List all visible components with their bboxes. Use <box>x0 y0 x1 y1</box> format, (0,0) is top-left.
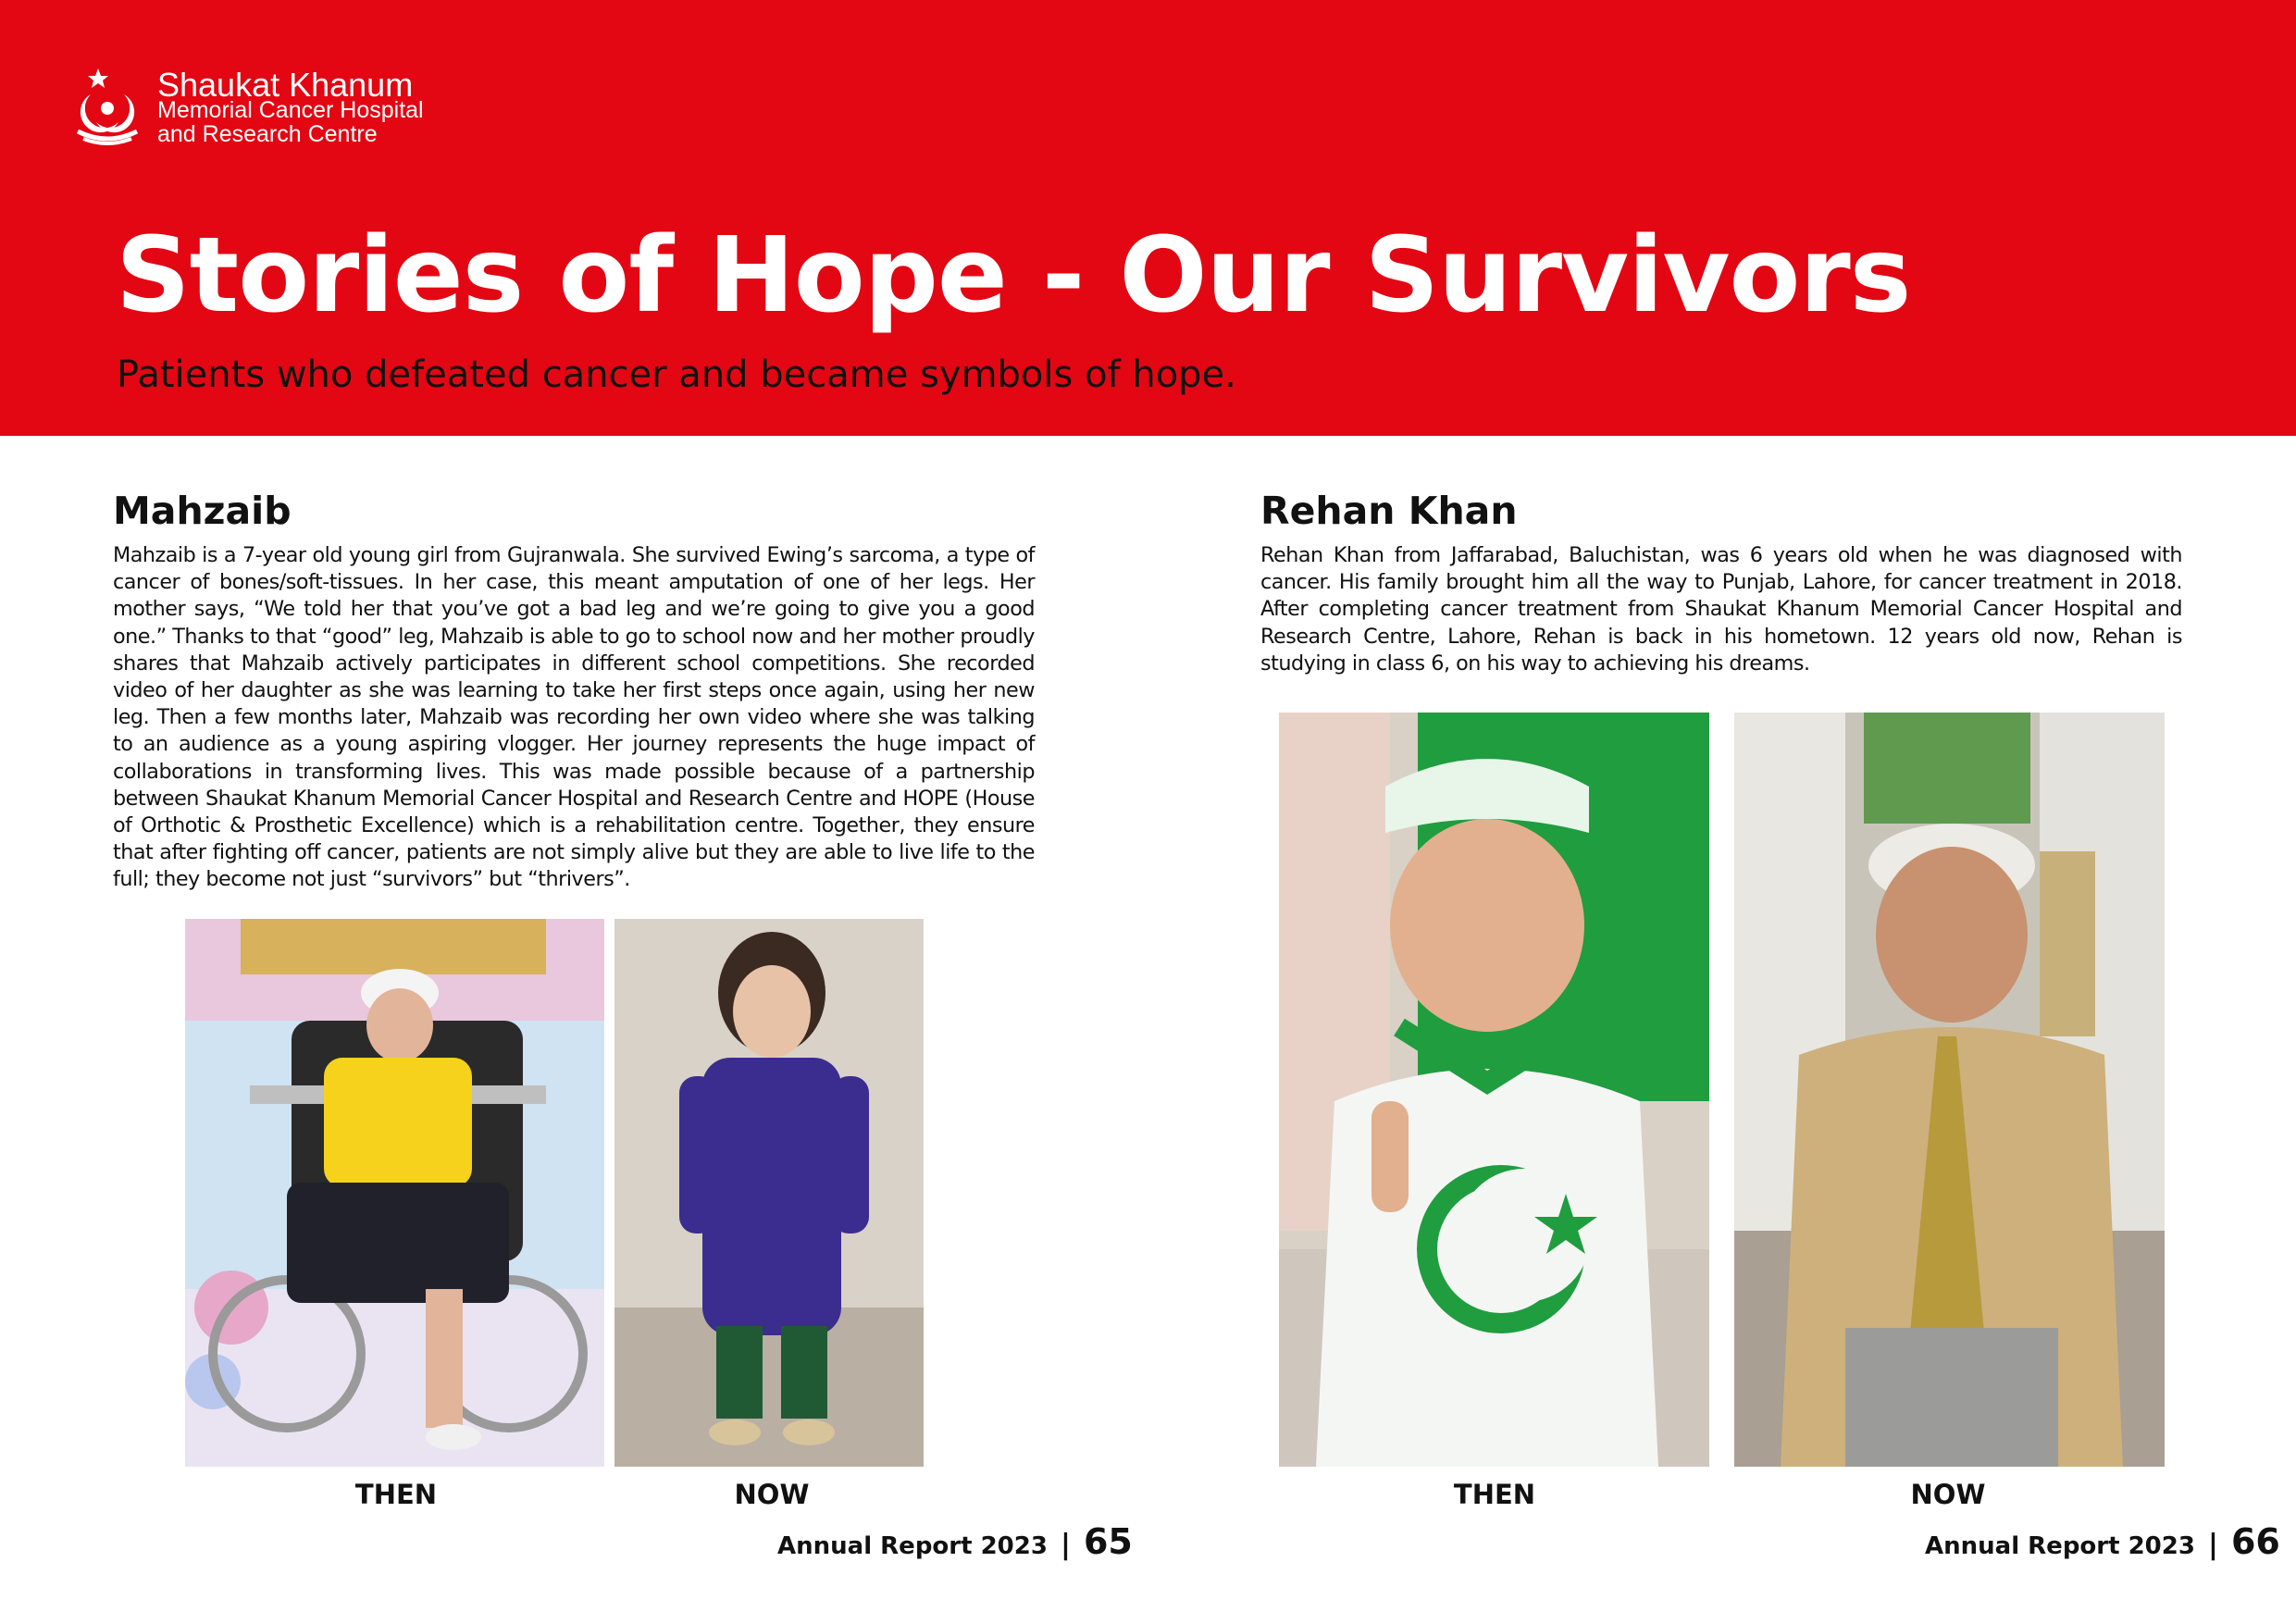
page-subtitle: Patients who defeated cancer and became symbols of hope. <box>117 353 1236 396</box>
page-number: 65 <box>1083 1521 1133 1562</box>
hospital-logo[interactable] <box>63 65 452 148</box>
caption-rehan-now: NOW <box>1910 1479 1986 1510</box>
photo-rehan-now <box>1734 713 2165 1467</box>
footer-separator: | <box>2207 1529 2218 1561</box>
caption-mahzaib-now: NOW <box>734 1479 810 1510</box>
story-body-mahzaib: Mahzaib is a 7-year old young girl from Gujranwala. She survived Ewing’s sarcoma, a type of cancer of bones/soft-tissues. In her case, this meant amputation of one of her legs. Her mother says, “We told her that you’ve got a bad leg and we’re going to give you a good one.” Thanks to that “good” leg, Mahzaib is able to go to school now and her mother proudly shares that Mahzaib actively participates in different school competitions. She recorded video of her daughter as she was learning to take her first steps once again, using her new leg. Then a few months later, Mahzaib was recording her own video where she was talking to an audience as a young aspiring vlogger. Her journey represents the huge impact of collaborations in transforming lives. This was made possible because of a partnership between Shaukat Khanum Memorial Cancer Hospital and Research Centre and HOPE (House of Orthotic & Prosthetic Excellence) which is a rehabilitation centre. Together, they ensure that after fighting off cancer, patients are not simply alive but they are able to live life to the full; they become not just “survivors” but “thrivers”. <box>113 543 1035 892</box>
story-name-rehan-khan: Rehan Khan <box>1260 489 1518 533</box>
header-banner <box>0 0 2296 436</box>
page-number: 66 <box>2230 1521 2280 1562</box>
story-body-rehan-khan: Rehan Khan from Jaffarabad, Baluchistan, was 6 years old when he was diagnosed with cancer. His family brought him all the way to Punjab, Lahore, for cancer treatment in 2018. After completing cancer treatment from Shaukat Khanum Memorial Cancer Hospital and Research Centre, Lahore, Rehan is back in his hometown. 12 years old now, Rehan is studying in class 6, on his way to achieving his dreams. <box>1260 543 2182 676</box>
footer-separator: | <box>1060 1529 1071 1561</box>
hospital-crescent-star-logo-icon <box>63 65 152 146</box>
photo-mahzaib-then <box>185 919 604 1467</box>
story-name-mahzaib: Mahzaib <box>113 489 292 533</box>
caption-mahzaib-then: THEN <box>354 1479 438 1510</box>
footer-label: Annual Report 2023 <box>1925 1532 2195 1560</box>
footer-page-66 <box>1925 1521 2280 1568</box>
photo-mahzaib-now <box>614 919 924 1467</box>
logo-name: Shaukat Khanum <box>157 66 414 104</box>
caption-rehan-then: THEN <box>1453 1479 1536 1510</box>
page-title: Stories of Hope - Our Survivors <box>116 216 1911 336</box>
footer-page-65 <box>777 1521 1133 1568</box>
logo-subtitle-line1: Memorial Cancer Hospital <box>157 97 424 123</box>
footer-label: Annual Report 2023 <box>777 1532 1048 1560</box>
photo-rehan-then <box>1279 713 1709 1467</box>
logo-subtitle-line2: and Research Centre <box>157 121 378 147</box>
